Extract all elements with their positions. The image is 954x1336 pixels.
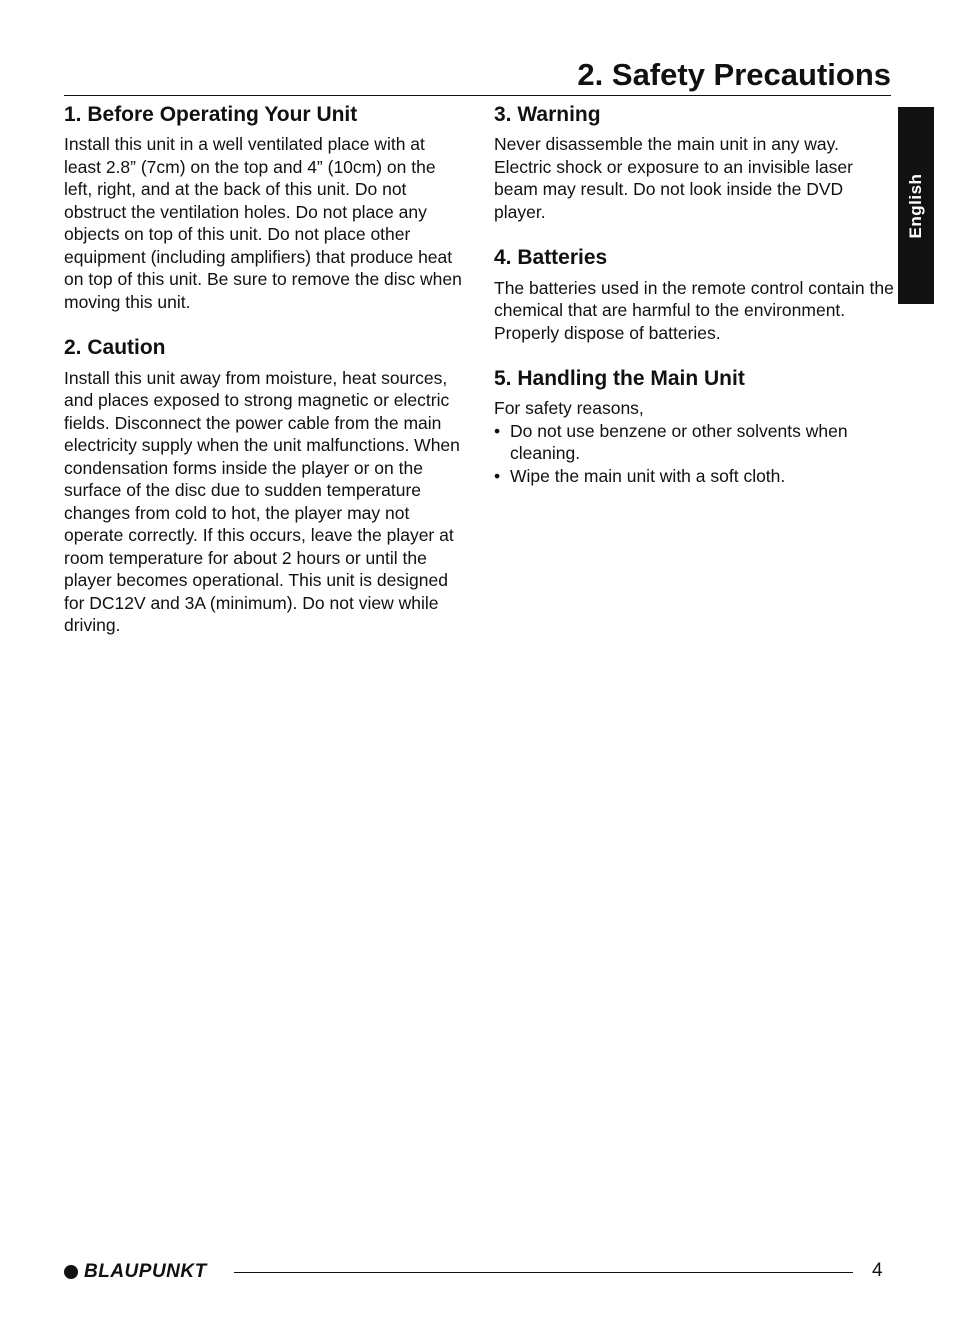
- bullet-icon: •: [494, 420, 501, 441]
- title-rule: [64, 95, 891, 96]
- bullet-icon: •: [494, 465, 501, 486]
- section-before-operating: [64, 102, 464, 313]
- language-tab-label: English: [906, 173, 925, 238]
- section-heading: 4. Batteries: [494, 246, 608, 270]
- page-title: 2. Safety Precautions: [577, 57, 891, 92]
- list-item-text: Wipe the main unit with a soft cloth.: [510, 465, 786, 486]
- section-body: For safety reasons,: [494, 398, 644, 419]
- section-body: Install this unit away from moisture, heat sources, and places exposed to strong magnetic or electric fields. Disconnect the power cable from the main electricity supply when the unit malfunctions. When condensation forms inside the player or on the surface of the disc due to sudden temperature changes from cold to hot, the player may not operate correctly. If this occurs, leave the player at room temperature for about 2 hours or until the player becomes operational. This unit is designed for DC12V and 3A (minimum). Do not view while driving.: [64, 367, 460, 635]
- section-caution: [64, 335, 464, 636]
- section-body: Never disassemble the main unit in any way. Electric shock or exposure to an invisible laser beam may result. Do not look inside the DVD player.: [494, 134, 853, 222]
- left-column: [64, 102, 464, 659]
- footer-rule: [234, 1272, 853, 1273]
- bullet-list: [494, 420, 894, 488]
- section-heading: 3. Warning: [494, 103, 601, 126]
- language-tab: [898, 107, 934, 304]
- logo-dot-icon: [64, 1265, 78, 1279]
- section-heading: 2. Caution: [64, 336, 166, 360]
- section-warning: [494, 102, 894, 223]
- section-heading: 5. Handling the Main Unit: [494, 367, 745, 390]
- list-item-text: Do not use benzene or other solvents when cleaning.: [510, 420, 848, 464]
- section-handling: [494, 366, 894, 487]
- brand-logo-text: BLAUPUNKT: [84, 1261, 207, 1282]
- list-item: [494, 420, 894, 465]
- section-heading: 1. Before Operating Your Unit: [64, 103, 358, 126]
- section-body: Install this unit in a well ventilated place with at least 2.8” (7cm) on the top and 4” (10cm) on the left, right, and at the back of this unit. Do not obstruct the ventilation holes. Do not place any objects on top of this unit. Do not place other equipment (including amplifiers) that produce heat on top of this unit. Be sure to remove the disc when moving this unit.: [64, 134, 462, 312]
- list-item: [494, 465, 894, 488]
- section-body: The batteries used in the remote control contain the chemical that are harmful to the environment. Properly dispose of batteries.: [494, 277, 894, 343]
- brand-logo: [64, 1262, 207, 1282]
- section-batteries: [494, 245, 894, 344]
- page-number: 4: [872, 1260, 883, 1281]
- right-column: [494, 102, 894, 509]
